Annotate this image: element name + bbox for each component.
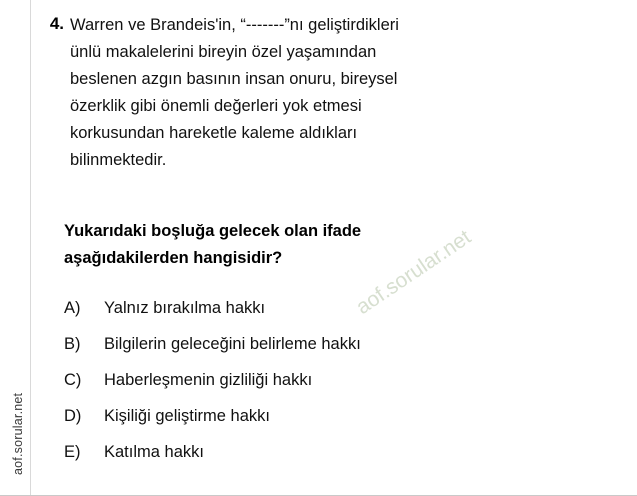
stem-line: ünlü makalelerini bireyin özel yaşamından <box>70 43 377 61</box>
option-text: Bilgilerin geleceğini belirleme hakkı <box>104 335 361 353</box>
option-letter: A) <box>64 299 81 317</box>
option-text: Yalnız bırakılma hakkı <box>104 299 266 317</box>
option-letter: E) <box>64 443 81 461</box>
left-sidebar-strip <box>0 0 31 496</box>
stem-line: beslenen azgın basının insan onuru, bireysel <box>70 70 398 88</box>
question-number: 4. <box>49 14 64 33</box>
option-text: Haberleşmenin gizliliği hakkı <box>104 371 313 389</box>
option-d[interactable] <box>64 404 634 428</box>
option-text: Kişiliği geliştirme hakkı <box>104 407 270 425</box>
prompt-line: Yukarıdaki boşluğa gelecek olan ifade <box>64 222 362 240</box>
option-c[interactable] <box>64 368 634 392</box>
question-container <box>30 0 637 496</box>
option-letter: B) <box>64 335 81 353</box>
stem-line: özerklik gibi önemli değerleri yok etmesi <box>70 97 362 115</box>
prompt-line: aşağıdakilerden hangisidir? <box>64 249 283 267</box>
question-prompt <box>64 218 626 272</box>
option-e[interactable] <box>64 440 634 464</box>
sidebar-site-label: aof.sorular.net <box>11 392 25 475</box>
option-letter: C) <box>64 371 82 389</box>
stem-line: korkusundan hareketle kaleme aldıkları <box>70 124 358 142</box>
option-letter: D) <box>64 407 82 425</box>
option-text: Katılma hakkı <box>104 443 204 461</box>
option-b[interactable] <box>64 332 634 356</box>
options-list <box>64 296 634 476</box>
question-stem <box>70 12 632 174</box>
stem-line: Warren ve Brandeis'in, “-------”nı geliştirdikleri <box>70 16 399 34</box>
option-a[interactable] <box>64 296 634 320</box>
stem-line: bilinmektedir. <box>70 151 167 169</box>
watermark-text: aof.sorular.net <box>352 225 476 320</box>
